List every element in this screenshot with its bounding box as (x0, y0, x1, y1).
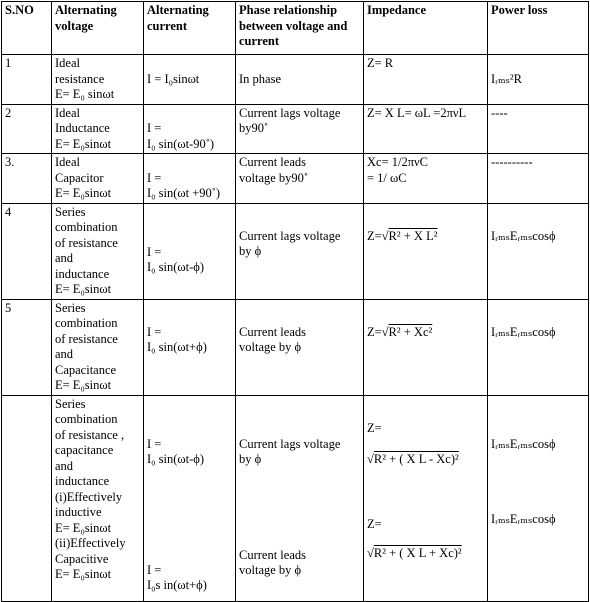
power-loss-cell (488, 299, 589, 395)
impedance-label: Z= (367, 420, 382, 435)
phase-line: by ϕ (239, 452, 262, 466)
voltage-line: Ideal (55, 105, 80, 120)
voltage-cell (52, 55, 144, 105)
power-loss-line: IᵣₘₛEᵣₘₛcosϕ (491, 228, 556, 243)
voltage-line: and (55, 251, 74, 265)
table-row (2, 154, 589, 204)
voltage-line: E= E₀sinωt (55, 282, 112, 296)
voltage-line: Capacitive (55, 551, 109, 566)
voltage-line: Ideal (55, 56, 80, 70)
impedance-formula (367, 229, 484, 245)
phase-cell (236, 203, 364, 299)
sno-cell: 5 (2, 299, 52, 395)
table-row (2, 395, 589, 601)
current-cell (144, 104, 236, 154)
header-impedance: Impedance (364, 2, 488, 55)
voltage-line: of resistance (55, 235, 118, 250)
voltage-line: of resistance , (55, 427, 125, 442)
voltage-line: (i)Effectively (55, 489, 123, 504)
voltage-cell (52, 299, 144, 395)
power-loss-cell (488, 154, 589, 204)
voltage-line: Series (55, 300, 86, 315)
impedance-prefix: √ (367, 546, 374, 560)
header-current: Alternating current (144, 2, 236, 55)
power-loss-cell (488, 203, 589, 299)
impedance-line: Xc= 1/2πνC (367, 155, 429, 169)
voltage-line: E= E₀ sinωt (55, 87, 115, 101)
impedance-radicand: R² + ( X L + Xc)² (373, 546, 462, 560)
phase-line: voltage by90˚ (239, 170, 309, 185)
table-row (2, 55, 589, 105)
phase-line: Current leads (239, 547, 306, 562)
voltage-line: inductive (55, 505, 102, 519)
impedance-cell (364, 154, 488, 204)
current-line: I₀ sin(ωt-90˚) (147, 136, 215, 151)
power-loss-cell (488, 104, 589, 154)
phase-line: Current lags voltage (239, 105, 341, 120)
impedance-prefix: Z=√ (367, 228, 389, 243)
voltage-line: Inductance (55, 121, 110, 135)
voltage-cell (52, 203, 144, 299)
phase-cell (236, 55, 364, 105)
sno-cell: 1 (2, 55, 52, 105)
impedance-radicand: R² + ( X L - Xc)² (373, 452, 459, 466)
current-line: I = (147, 436, 162, 451)
sno-cell: 2 (2, 104, 52, 154)
header-voltage: Alternating voltage (52, 2, 144, 55)
current-line: I₀s in(ωt+ϕ) (147, 578, 207, 592)
impedance-cell (364, 299, 488, 395)
phase-line: Current lags voltage (239, 228, 341, 243)
phase-cell (236, 395, 364, 601)
current-cell (144, 395, 236, 601)
phase-line: Current leads (239, 155, 306, 169)
impedance-line: Z= X L= ωL =2πνL (367, 105, 467, 120)
current-line: I₀ sin(ωt-ϕ) (147, 260, 205, 274)
current-line: I = (147, 170, 162, 185)
phase-line: Current leads (239, 324, 306, 339)
impedance-cell (364, 55, 488, 105)
voltage-line: of resistance (55, 331, 118, 346)
phase-cell (236, 104, 364, 154)
voltage-line: E= E₀sinωt (55, 567, 112, 581)
voltage-line: Series (55, 396, 86, 411)
header-power-loss: Power loss (488, 2, 589, 55)
phase-line: by90˚ (239, 121, 269, 135)
current-line: I₀ sin(ωt +90˚) (147, 186, 221, 200)
voltage-line: and (55, 458, 74, 473)
power-loss-cell (488, 55, 589, 105)
phase-cell (236, 299, 364, 395)
voltage-cell (52, 154, 144, 204)
impedance-radicand: R² + Xc² (388, 324, 433, 339)
sno-cell (2, 395, 52, 601)
current-line: I = I₀sinωt (147, 71, 200, 86)
voltage-line: combination (55, 412, 118, 426)
voltage-cell (52, 104, 144, 154)
power-loss-line: IᵣₘₛEᵣₘₛcosϕ (491, 436, 556, 451)
table-row (2, 104, 589, 154)
impedance-formula (367, 452, 484, 468)
impedance-cell (364, 203, 488, 299)
power-loss-cell (488, 395, 589, 601)
current-cell (144, 203, 236, 299)
impedance-prefix: √ (367, 452, 374, 466)
current-cell (144, 154, 236, 204)
voltage-line: E= E₀sinωt (55, 136, 112, 151)
current-line: I = (147, 244, 162, 259)
table-row (2, 203, 589, 299)
voltage-line: inductance (55, 474, 110, 488)
voltage-line: inductance (55, 266, 110, 281)
impedance-label: Z= (367, 516, 382, 531)
current-line: I = (147, 121, 162, 135)
impedance-cell (364, 104, 488, 154)
power-loss-line: IᵣₘₛEᵣₘₛcosϕ (491, 324, 556, 339)
current-line: I = (147, 562, 162, 577)
sno-cell: 3. (2, 154, 52, 204)
impedance-prefix: Z=√ (367, 324, 389, 339)
current-cell (144, 55, 236, 105)
header-phase: Phase relationship between voltage and current (236, 2, 364, 55)
impedance-line: = 1/ ωC (367, 170, 407, 185)
voltage-line: E= E₀sinωt (55, 378, 112, 392)
current-cell (144, 299, 236, 395)
power-loss-line: ---------- (491, 155, 533, 169)
voltage-line: Series (55, 204, 86, 219)
voltage-line: resistance (55, 71, 105, 86)
phase-line: Current lags voltage (239, 436, 341, 451)
phase-line: In phase (239, 71, 281, 86)
impedance-formula (367, 546, 484, 562)
ac-circuits-table (1, 1, 589, 602)
phase-line: by ϕ (239, 244, 262, 258)
voltage-line: capacitance (55, 443, 114, 457)
impedance-radicand: R² + X L² (388, 228, 438, 243)
power-loss-line: Iᵣₘₛ²R (491, 71, 522, 86)
current-line: I₀ sin(ωt+ϕ) (147, 340, 207, 354)
voltage-line: E= E₀sinωt (55, 520, 112, 535)
voltage-line: Capacitance (55, 362, 117, 377)
impedance-line: Z= R (367, 56, 394, 70)
voltage-line: Ideal (55, 155, 80, 169)
power-loss-line: IᵣₘₛEᵣₘₛcosϕ (491, 512, 556, 526)
voltage-line: and (55, 347, 74, 361)
voltage-line: E= E₀sinωt (55, 186, 112, 200)
voltage-line: combination (55, 220, 118, 234)
impedance-formula (367, 325, 484, 341)
phase-cell (236, 154, 364, 204)
current-line: I₀ sin(ωt-ϕ) (147, 452, 205, 466)
impedance-cell (364, 395, 488, 601)
voltage-cell (52, 395, 144, 601)
header-row (2, 2, 589, 55)
current-line: I = (147, 324, 162, 339)
header-sno: S.NO (2, 2, 52, 55)
sno-cell: 4 (2, 203, 52, 299)
voltage-line: (ii)Effectively (55, 536, 126, 550)
phase-line: voltage by ϕ (239, 340, 302, 354)
power-loss-line: ---- (491, 105, 508, 120)
table-row (2, 299, 589, 395)
phase-line: voltage by ϕ (239, 563, 302, 577)
voltage-line: Capacitor (55, 170, 104, 185)
voltage-line: combination (55, 316, 118, 330)
